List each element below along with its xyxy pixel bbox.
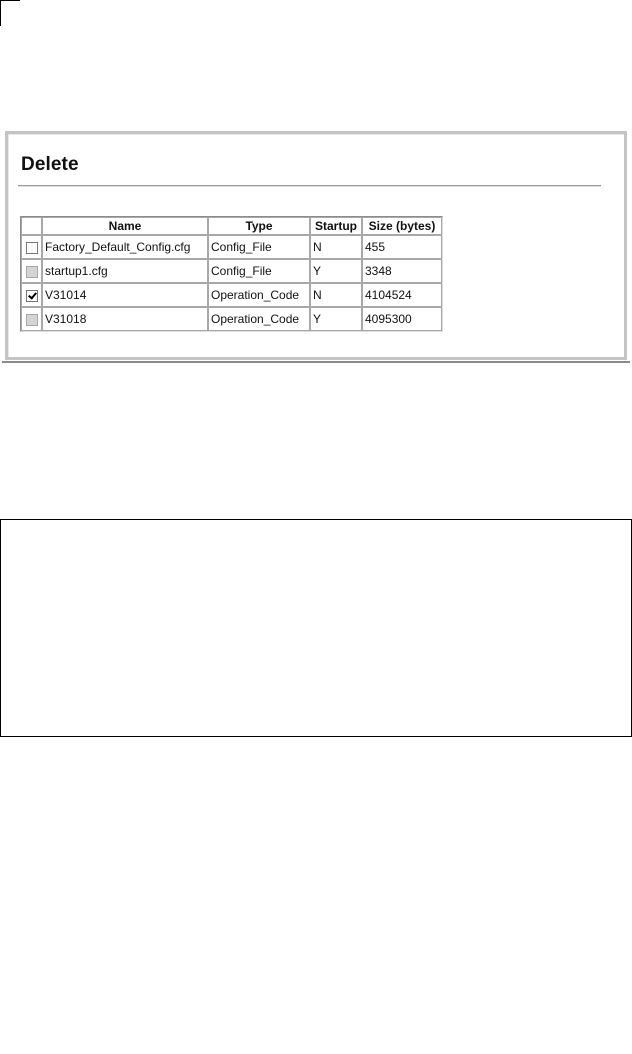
table-row xyxy=(21,259,442,283)
header-size: Size (bytes) xyxy=(362,217,442,235)
file-name: V31018 xyxy=(42,307,208,331)
row-select-cell xyxy=(21,307,42,331)
row-select-cell xyxy=(21,235,42,259)
file-startup: N xyxy=(310,283,362,307)
table-row xyxy=(21,283,442,307)
crop-mark-horizontal xyxy=(0,0,20,1)
checkbox-icon xyxy=(26,266,38,278)
header-name: Name xyxy=(42,217,208,235)
crop-mark-vertical xyxy=(0,0,1,26)
checkbox-icon[interactable] xyxy=(26,290,38,302)
delete-panel xyxy=(5,131,627,360)
panel-shadow-rule xyxy=(2,361,630,363)
table-row xyxy=(21,235,442,259)
table-header-row xyxy=(21,217,442,235)
title-divider xyxy=(18,185,601,187)
checkbox-icon xyxy=(26,314,38,326)
file-size: 4104524 xyxy=(362,283,442,307)
table-row xyxy=(21,307,442,331)
file-size: 455 xyxy=(362,235,442,259)
file-name: V31014 xyxy=(42,283,208,307)
file-name: startup1.cfg xyxy=(42,259,208,283)
file-name: Factory_Default_Config.cfg xyxy=(42,235,208,259)
row-select-cell xyxy=(21,283,42,307)
file-startup: Y xyxy=(310,259,362,283)
header-select xyxy=(21,217,42,235)
header-startup: Startup xyxy=(310,217,362,235)
checkbox-icon[interactable] xyxy=(26,242,38,254)
cli-example-box xyxy=(0,519,632,737)
file-type: Operation_Code xyxy=(208,307,310,331)
file-type: Operation_Code xyxy=(208,283,310,307)
file-size: 4095300 xyxy=(362,307,442,331)
row-select-cell xyxy=(21,259,42,283)
file-type: Config_File xyxy=(208,259,310,283)
file-table xyxy=(20,216,443,332)
file-size: 3348 xyxy=(362,259,442,283)
page-title: Delete xyxy=(21,154,79,175)
file-startup: Y xyxy=(310,307,362,331)
header-type: Type xyxy=(208,217,310,235)
file-startup: N xyxy=(310,235,362,259)
file-type: Config_File xyxy=(208,235,310,259)
